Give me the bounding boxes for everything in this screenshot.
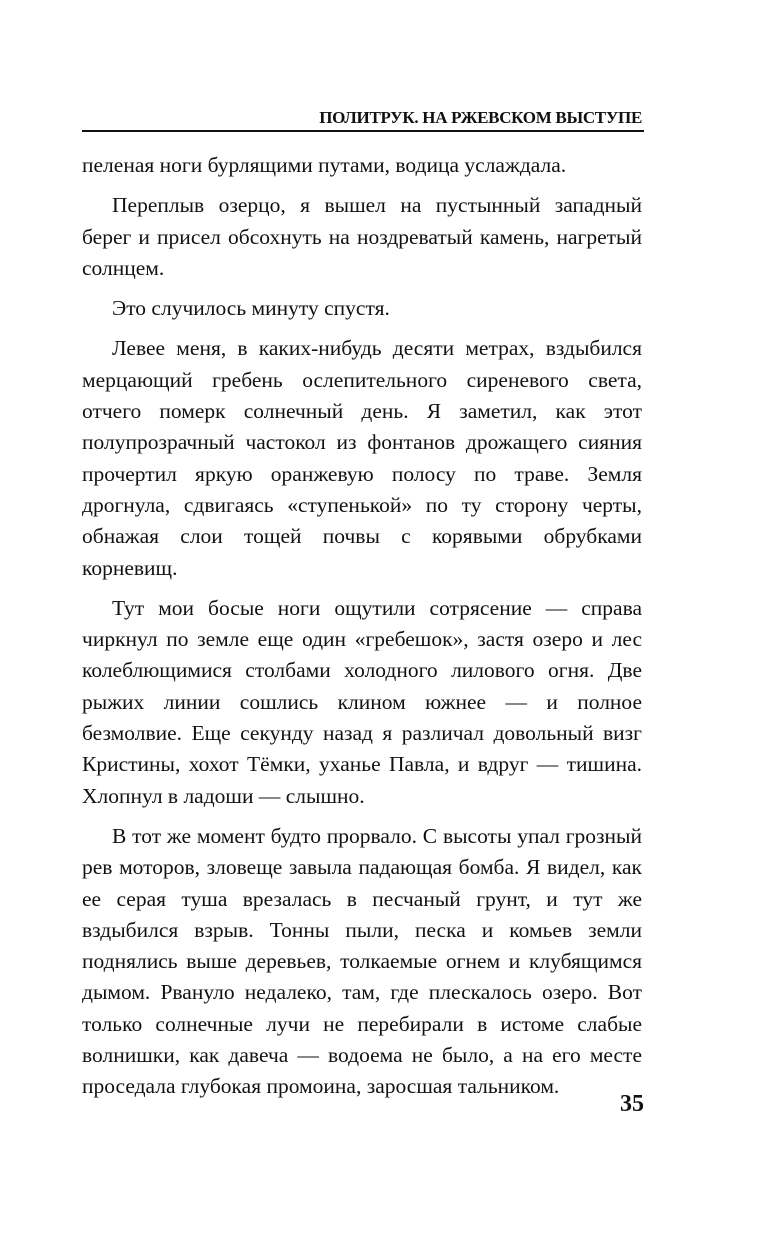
paragraph-1: пеленая ноги бурлящими путами, водица услаждала. [82,153,567,177]
paragraph-2: Переплыв озерцо, я вышел на пустынный западный берег и присел обсохнуть на ноздреватый камень, нагретый солнцем. [82,193,642,280]
body-text [82,150,642,1112]
paragraph-6: В тот же момент будто прорвало. С высоты упал грозный рев моторов, зловеще завыла падающая бомба. Я видел, как ее серая туша врезалась в песчаный грунт, и тут же вздыбился взрыв. Тонны пыли, песка и комьев земли поднялись выше деревьев, толкаемые огнем и клубящимся дымом. Рвануло недалеко, там, где плескалось озеро. Вот только солнечные лучи не перебирали в истоме слабые волнишки, как давеча — водоема не было, а на его месте проседала глубокая промоина, заросшая тальником. [82,823,642,1099]
header-divider [82,130,644,132]
paragraph-4: Левее меня, в каких-нибудь десяти метрах, вздыбился мерцающий гребень ослепительного сиреневого света, отчего померк солнечный день. Я заметил, как этот полупрозрачный частокол из фонтанов дрожащего сияния прочертил яркую оранжевую полосу по траве. Земля дрогнула, сдвигаясь «ступенькой» по ту сторону черты, обнажая слои тощей почвы с корявыми обрубками корневищ. [82,336,642,580]
paragraph-5: Тут мои босые ноги ощутили сотрясение — справа чиркнул по земле еще один «гребешок», застя озеро и лес колеблющимися столбами холодного лилового огня. Две рыжих линии сошлись клином южнее — и полное безмолвие. Еще секунду назад я различал довольный визг Кристины, хохот Тёмки, уханье Павла, и вдруг — тишина. Хлопнул в ладоши — слышно. [82,595,642,808]
page-number: 35 [620,1091,644,1117]
running-header: ПОЛИТРУК. НА РЖЕВСКОМ ВЫСТУПЕ [319,108,642,127]
paragraph-3: Это случилось минуту спустя. [112,296,390,321]
